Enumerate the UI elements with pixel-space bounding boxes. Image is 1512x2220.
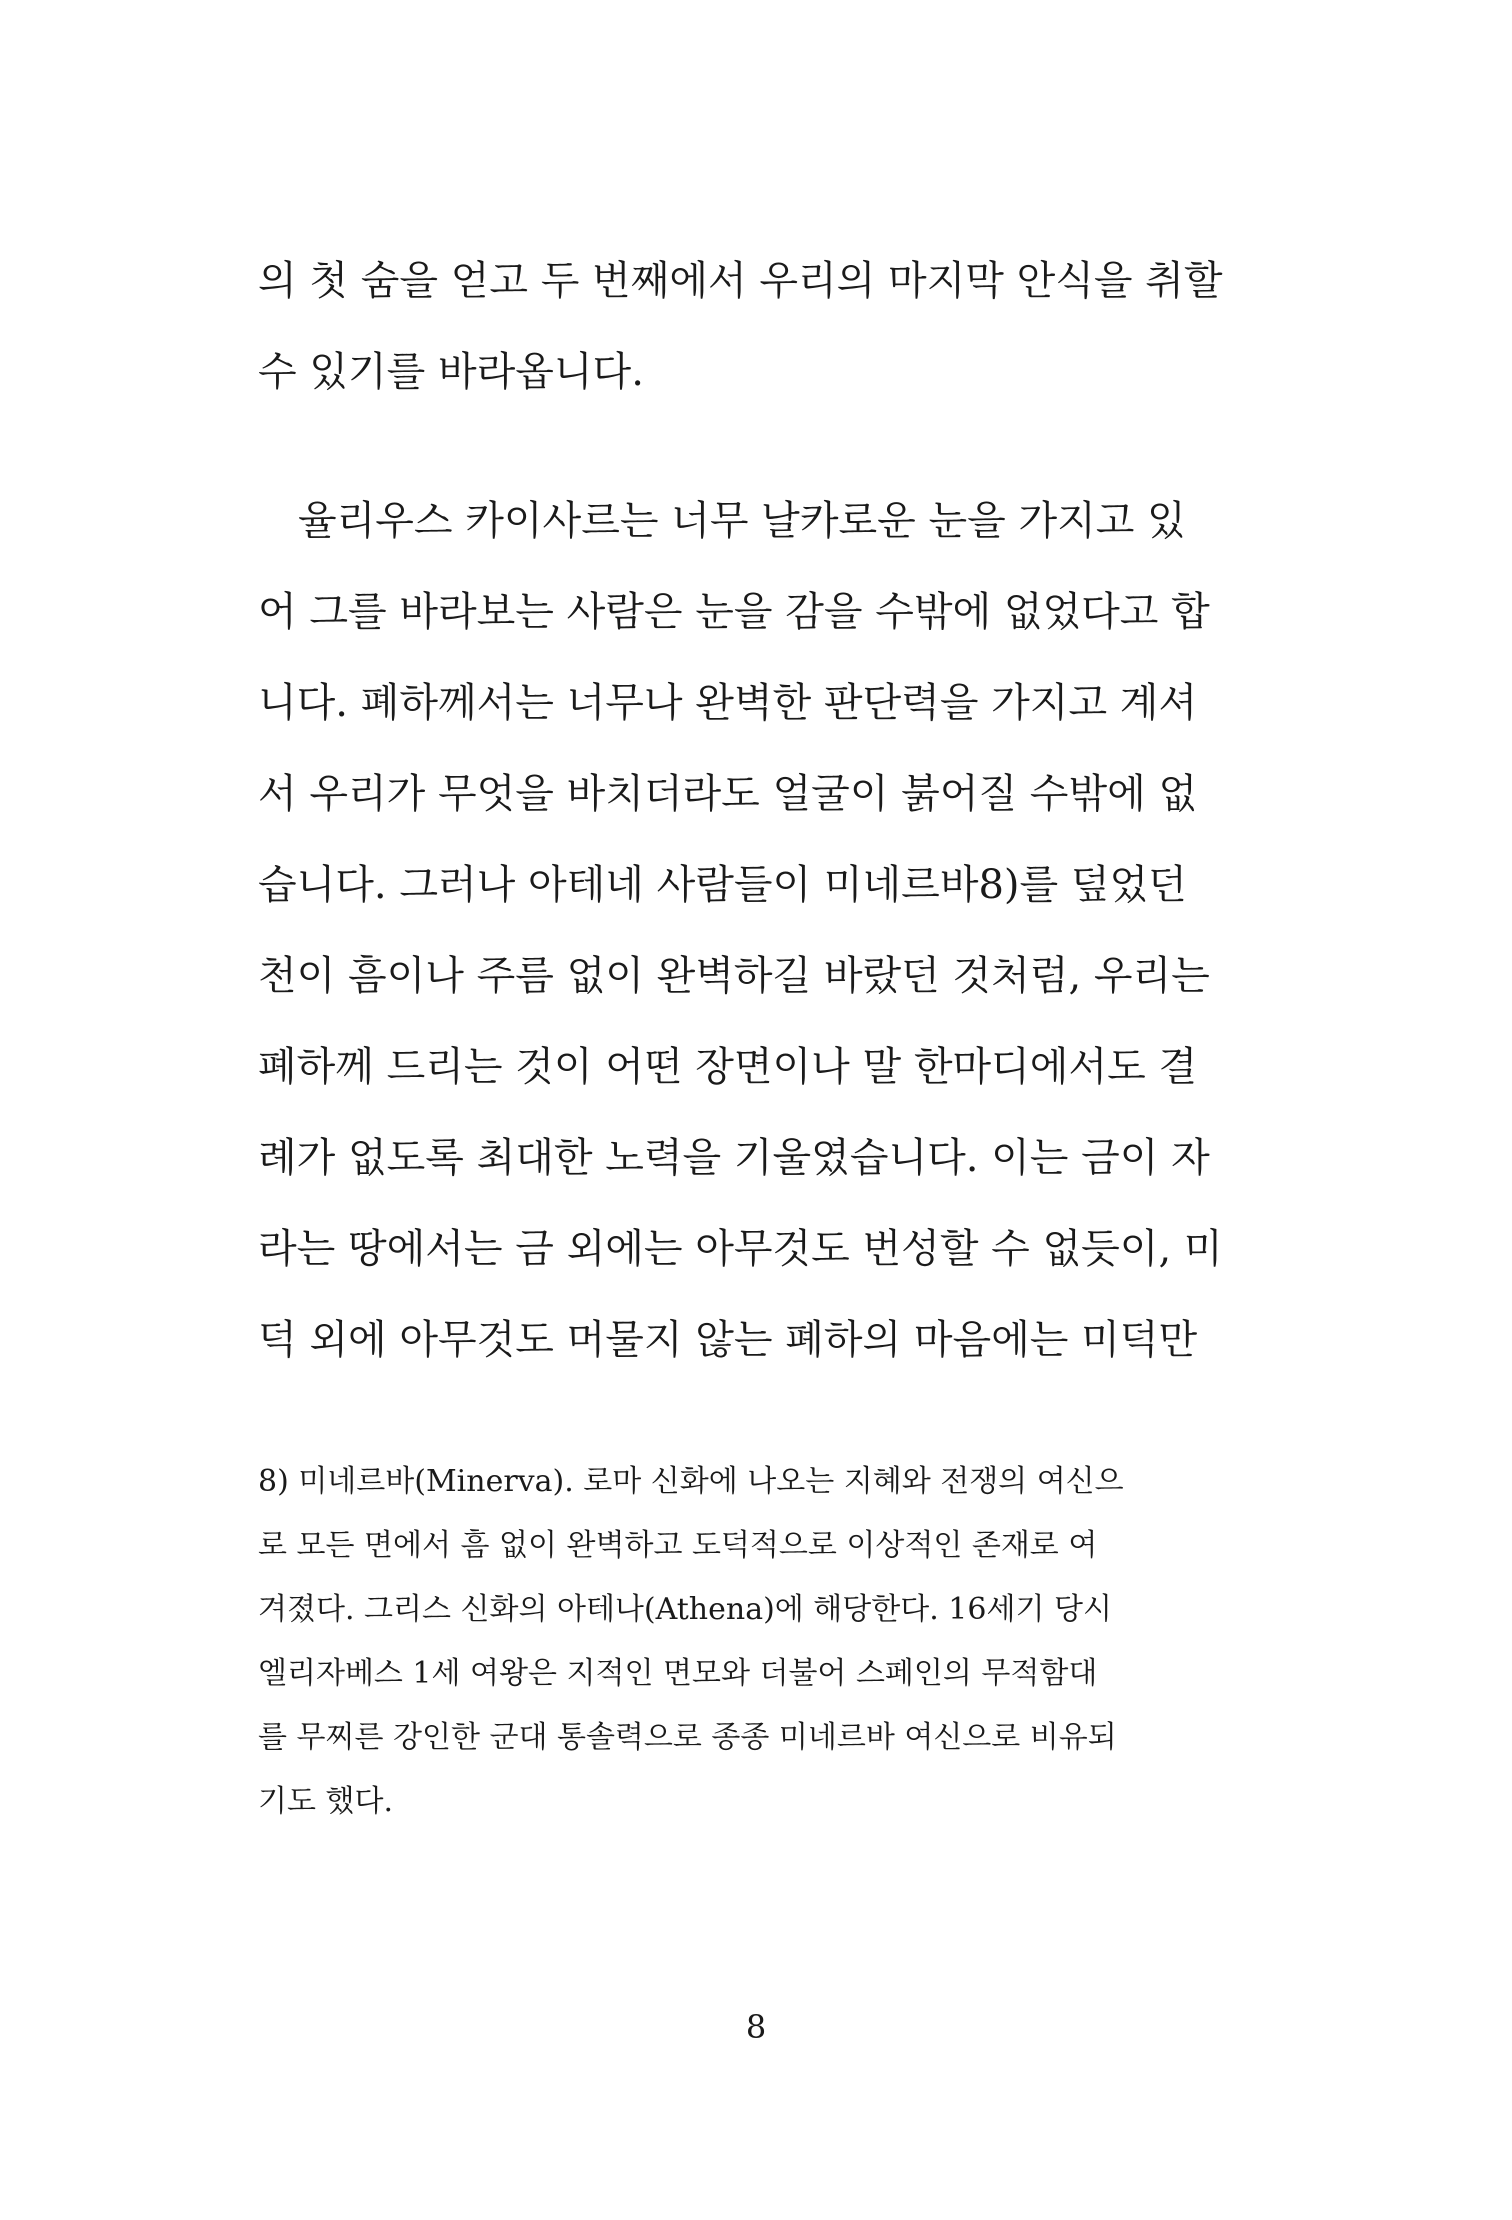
footnote-line: 를 무찌른 강인한 군대 통솔력으로 종종 미네르바 여신으로 비유되	[258, 1720, 1117, 1755]
text-line: 니다. 폐하께서는 너무나 완벽한 판단력을 가지고 계셔	[258, 680, 1198, 726]
text-line: 례가 없도록 최대한 노력을 기울였습니다. 이는 금이 자	[258, 1135, 1210, 1181]
text-line: 어 그를 바라보는 사람은 눈을 감을 수밖에 없었다고 합	[258, 589, 1210, 635]
footnote-line: 8) 미네르바(Minerva). 로마 신화에 나오는 지혜와 전쟁의 여신으	[258, 1464, 1124, 1499]
text-line: 수 있기를 바라옵니다.	[258, 349, 644, 395]
text-line: 의 첫 숨을 얻고 두 번째에서 우리의 마지막 안식을 취할	[258, 258, 1223, 304]
footnote-line: 로 모든 면에서 흠 없이 완벽하고 도덕적으로 이상적인 존재로 여	[258, 1528, 1098, 1563]
text-line: 습니다. 그러나 아테네 사람들이 미네르바8)를 덮었던	[258, 862, 1187, 908]
text-line: 천이 흠이나 주름 없이 완벽하길 바랐던 것처럼, 우리는	[258, 953, 1210, 999]
text-line: 서 우리가 무엇을 바치더라도 얼굴이 붉어질 수밖에 없	[258, 771, 1198, 817]
footnote-line: 엘리자베스 1세 여왕은 지적인 면모와 더불어 스페인의 무적함대	[258, 1656, 1098, 1691]
text-line: 율리우스 카이사르는 너무 날카로운 눈을 가지고 있	[258, 498, 1186, 544]
paragraph-2	[258, 476, 1258, 1386]
footnote	[258, 1450, 1258, 1834]
footnote-line: 겨졌다. 그리스 신화의 아테나(Athena)에 해당한다. 16세기 당시	[258, 1592, 1112, 1627]
text-line: 폐하께 드리는 것이 어떤 장면이나 말 한마디에서도 결	[258, 1044, 1198, 1090]
text-line: 덕 외에 아무것도 머물지 않는 폐하의 마음에는 미덕만	[258, 1317, 1198, 1363]
paragraph-1	[258, 236, 1258, 418]
footnote-line: 기도 했다.	[258, 1784, 393, 1819]
page-number: 8	[745, 2008, 767, 2046]
text-line: 라는 땅에서는 금 외에는 아무것도 번성할 수 없듯이, 미	[258, 1226, 1223, 1272]
